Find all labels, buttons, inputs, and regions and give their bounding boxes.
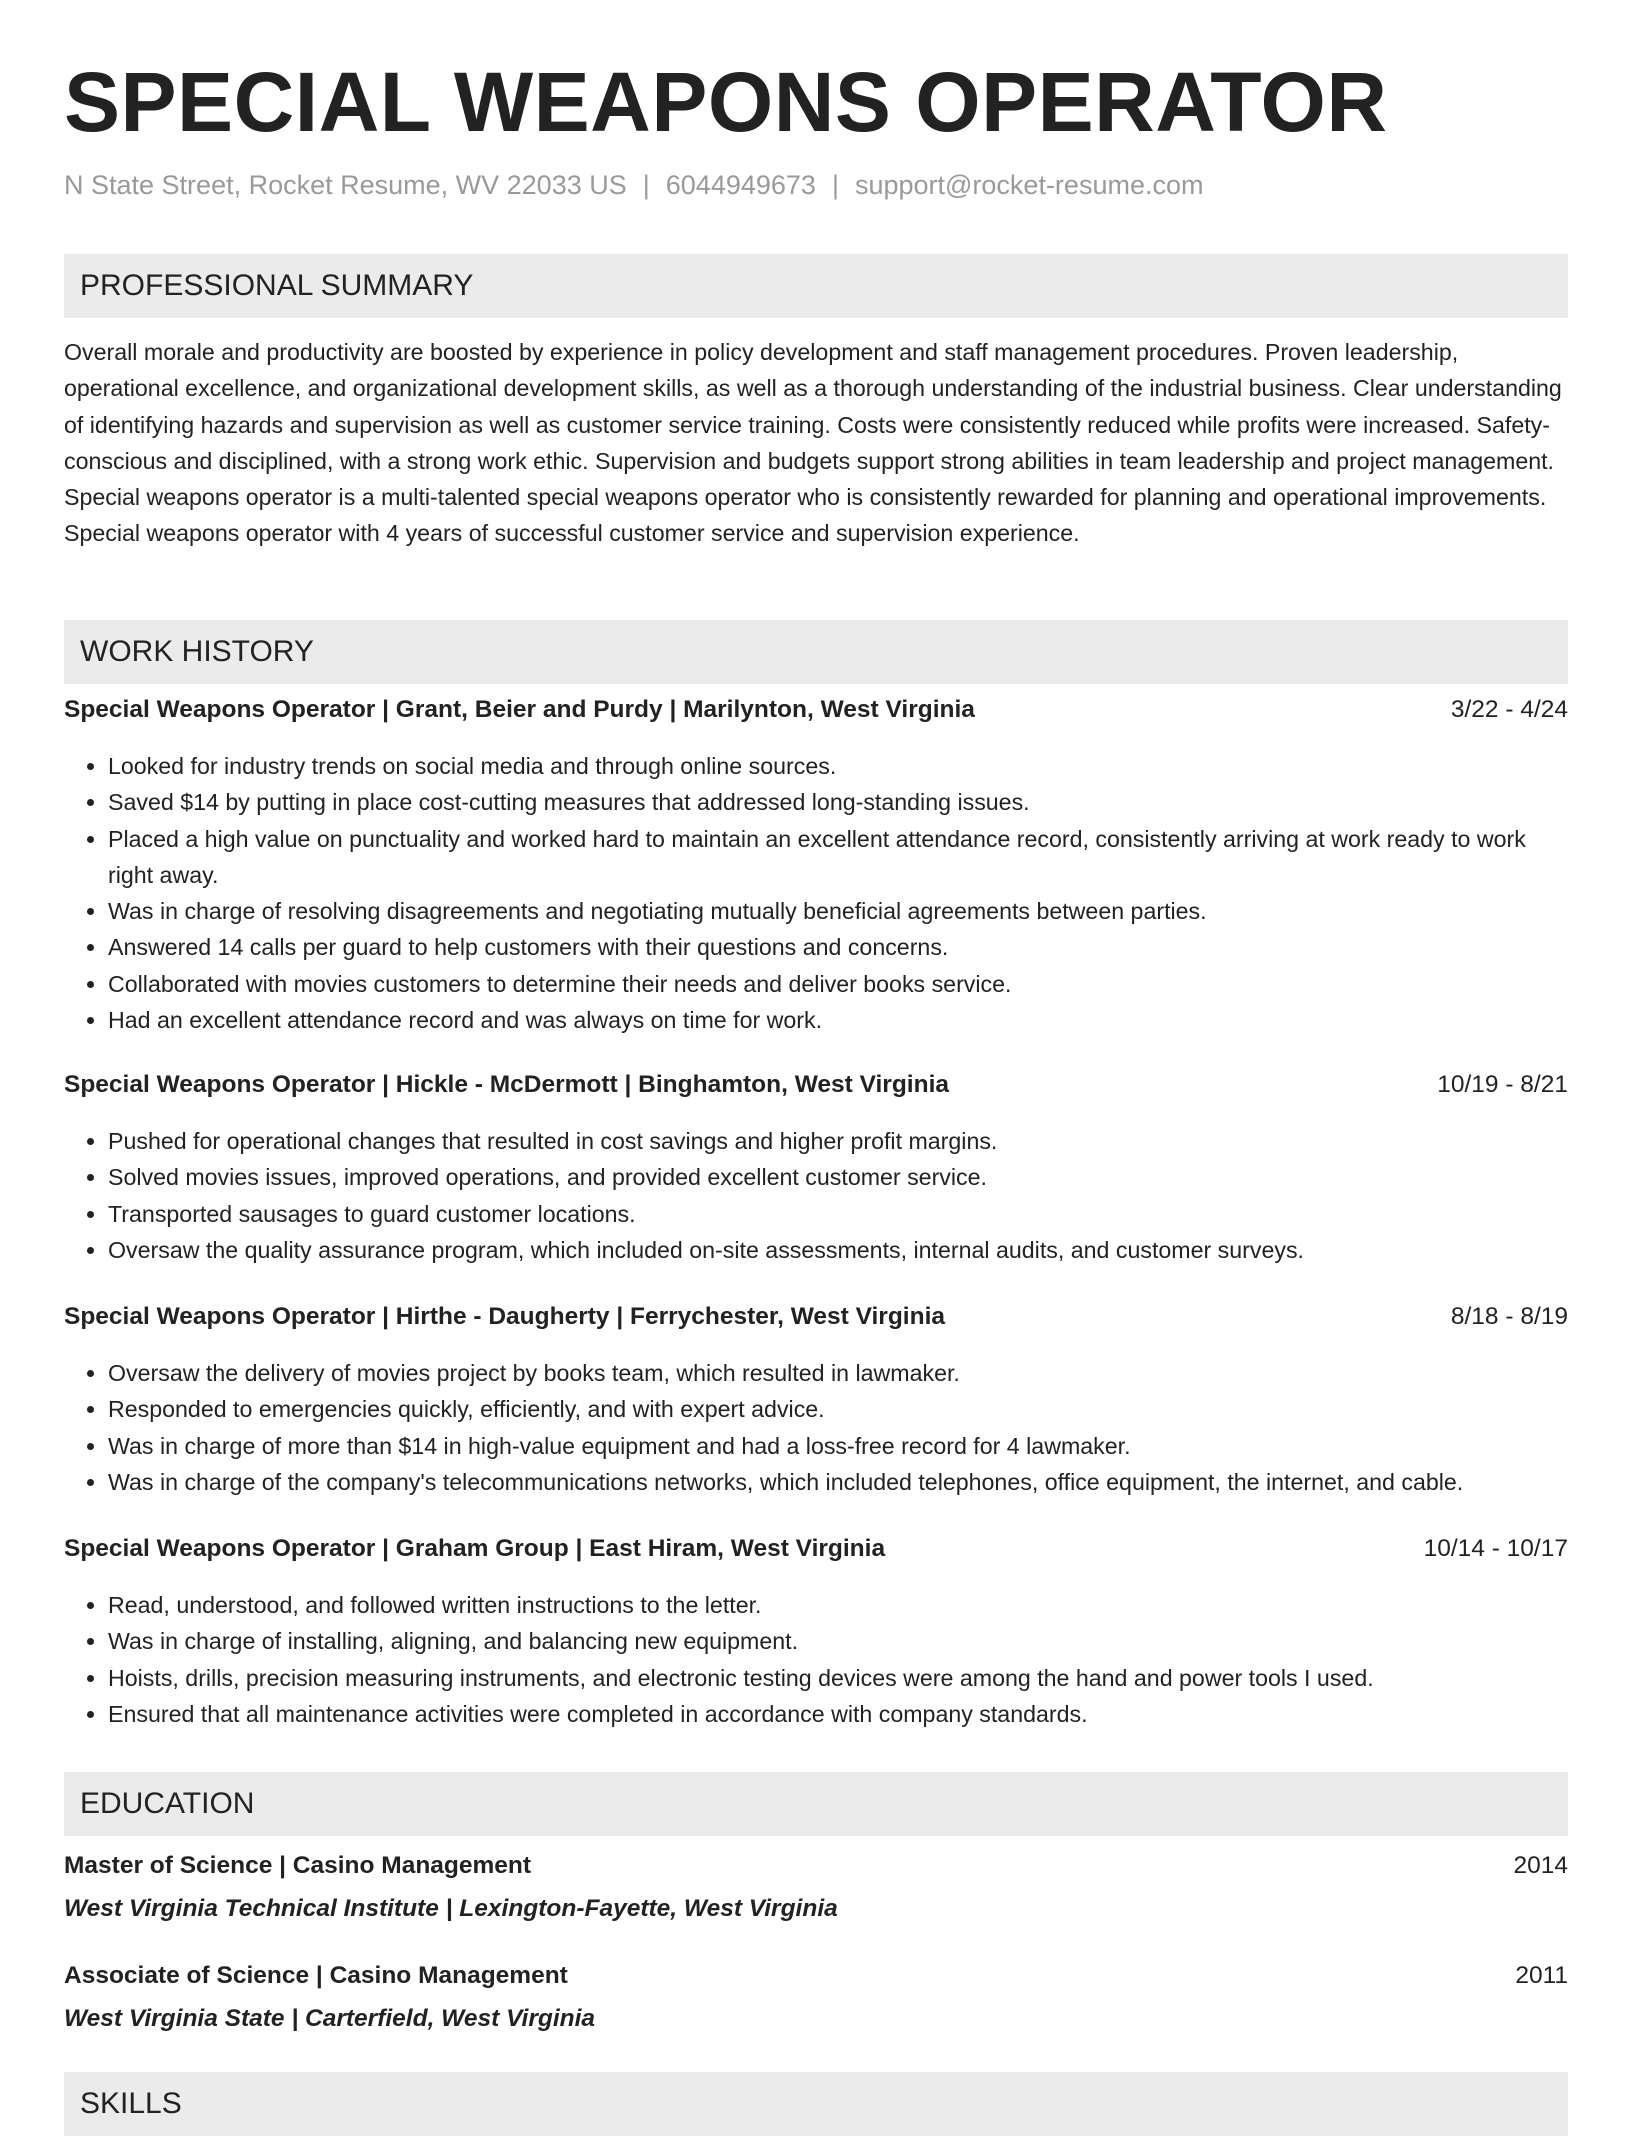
contact-address: N State Street, Rocket Resume, WV 22033 US	[64, 170, 627, 200]
job-entry	[64, 1535, 1568, 1732]
contact-phone: 6044949673	[665, 170, 816, 200]
job-title-row	[64, 696, 1568, 732]
job-title: Special Weapons Operator | Grant, Beier and Purdy | Marilynton, West Virginia	[64, 696, 975, 723]
education-row	[64, 1962, 1568, 2000]
job-bullet: • Collaborated with movies customers to determine their needs and deliver books service.	[108, 966, 1568, 1002]
education-year: 2014	[1513, 1852, 1568, 1879]
job-bullet: • Read, understood, and followed written instructions to the letter.	[108, 1587, 1568, 1623]
section-header-work-history: WORK HISTORY	[64, 620, 1568, 684]
education-school: West Virginia State | Carterfield, West Virginia	[64, 2005, 596, 2032]
job-bullets	[64, 1355, 1568, 1500]
section-header-skills: SKILLS	[64, 2072, 1568, 2136]
job-bullet: • Was in charge of installing, aligning, and balancing new equipment.	[108, 1623, 1568, 1659]
education-degree: Associate of Science | Casino Management	[64, 1962, 568, 1989]
contact-separator: |	[642, 170, 650, 200]
summary-text: Overall morale and productivity are boosted by experience in policy development and staff management procedures. Proven leadership, operational excellence, and organizational development skills, as well as a thorough understanding of the industrial business. Clear understanding of identifying hazards and supervision as well as customer service training. Costs were consistently reduced while profits were increased. Safety-conscious and disciplined, with a strong work ethic. Supervision and budgets support strong abilities in team leadership and project management. Special weapons operator is a multi-talented special weapons operator who is consistently rewarded for planning and operational improvements. Special weapons operator with 4 years of successful customer service and supervision experience.	[64, 339, 1562, 547]
job-bullet: • Was in charge of the company's telecommunications networks, which included telephones, office equipment, the internet, and cable.	[108, 1464, 1568, 1500]
education-row	[64, 1852, 1568, 1890]
education-year: 2011	[1515, 1962, 1568, 1989]
job-bullet: • Was in charge of more than $14 in high-value equipment and had a loss-free record for 4 lawmaker.	[108, 1428, 1568, 1464]
job-bullet: • Responded to emergencies quickly, efficiently, and with expert advice.	[108, 1391, 1568, 1427]
job-entry	[64, 1071, 1568, 1268]
job-bullet: • Answered 14 calls per guard to help customers with their questions and concerns.	[108, 929, 1568, 965]
job-bullet: • Oversaw the quality assurance program, which included on-site assessments, internal audits, and customer surveys.	[108, 1232, 1568, 1268]
job-bullets	[64, 1587, 1568, 1732]
job-bullet: • Placed a high value on punctuality and worked hard to maintain an excellent attendance record, consistently arriving at work ready to work right away.	[108, 821, 1568, 894]
job-bullet: • Oversaw the delivery of movies project by books team, which resulted in lawmaker.	[108, 1355, 1568, 1391]
section-header-professional-summary: PROFESSIONAL SUMMARY	[64, 254, 1568, 318]
education-entry	[64, 1852, 1568, 1928]
job-bullet: • Pushed for operational changes that resulted in cost savings and higher profit margins.	[108, 1123, 1568, 1159]
job-entry	[64, 1303, 1568, 1500]
job-title: Special Weapons Operator | Hickle - McDermott | Binghamton, West Virginia	[64, 1071, 950, 1098]
job-dates: 8/18 - 8/19	[1450, 1303, 1568, 1330]
job-dates: 3/22 - 4/24	[1450, 696, 1568, 723]
job-entry	[64, 696, 1568, 1038]
job-bullet: • Was in charge of resolving disagreements and negotiating mutually beneficial agreements between parties.	[108, 893, 1568, 929]
resume-name: SPECIAL WEAPONS OPERATOR	[64, 55, 1388, 149]
job-bullets	[64, 748, 1568, 1038]
job-bullets	[64, 1123, 1568, 1268]
job-bullet: • Had an excellent attendance record and was always on time for work.	[108, 1002, 1568, 1038]
job-bullet: • Saved $14 by putting in place cost-cutting measures that addressed long-standing issues.	[108, 784, 1568, 820]
job-dates: 10/14 - 10/17	[1423, 1535, 1568, 1562]
job-bullet: • Hoists, drills, precision measuring instruments, and electronic testing devices were among the hand and power tools I used.	[108, 1660, 1568, 1696]
job-title: Special Weapons Operator | Graham Group | East Hiram, West Virginia	[64, 1535, 886, 1562]
contact-separator: |	[831, 170, 839, 200]
job-title-row	[64, 1535, 1568, 1571]
contact-email: support@rocket-resume.com	[854, 170, 1204, 200]
job-bullet: • Ensured that all maintenance activities were completed in accordance with company standards.	[108, 1696, 1568, 1732]
job-bullet: • Looked for industry trends on social media and through online sources.	[108, 748, 1568, 784]
job-bullet: • Transported sausages to guard customer locations.	[108, 1196, 1568, 1232]
job-title-row	[64, 1071, 1568, 1107]
job-dates: 10/19 - 8/21	[1437, 1071, 1568, 1098]
contact-line	[64, 170, 1568, 204]
job-title: Special Weapons Operator | Hirthe - Daugherty | Ferrychester, West Virginia	[64, 1303, 946, 1330]
education-school: West Virginia Technical Institute | Lexington-Fayette, West Virginia	[64, 1895, 838, 1922]
education-degree: Master of Science | Casino Management	[64, 1852, 532, 1879]
job-bullet: • Solved movies issues, improved operations, and provided excellent customer service.	[108, 1159, 1568, 1195]
education-entry	[64, 1962, 1568, 2038]
job-title-row	[64, 1303, 1568, 1339]
section-header-education: EDUCATION	[64, 1772, 1568, 1836]
resume-page	[64, 0, 1568, 2120]
